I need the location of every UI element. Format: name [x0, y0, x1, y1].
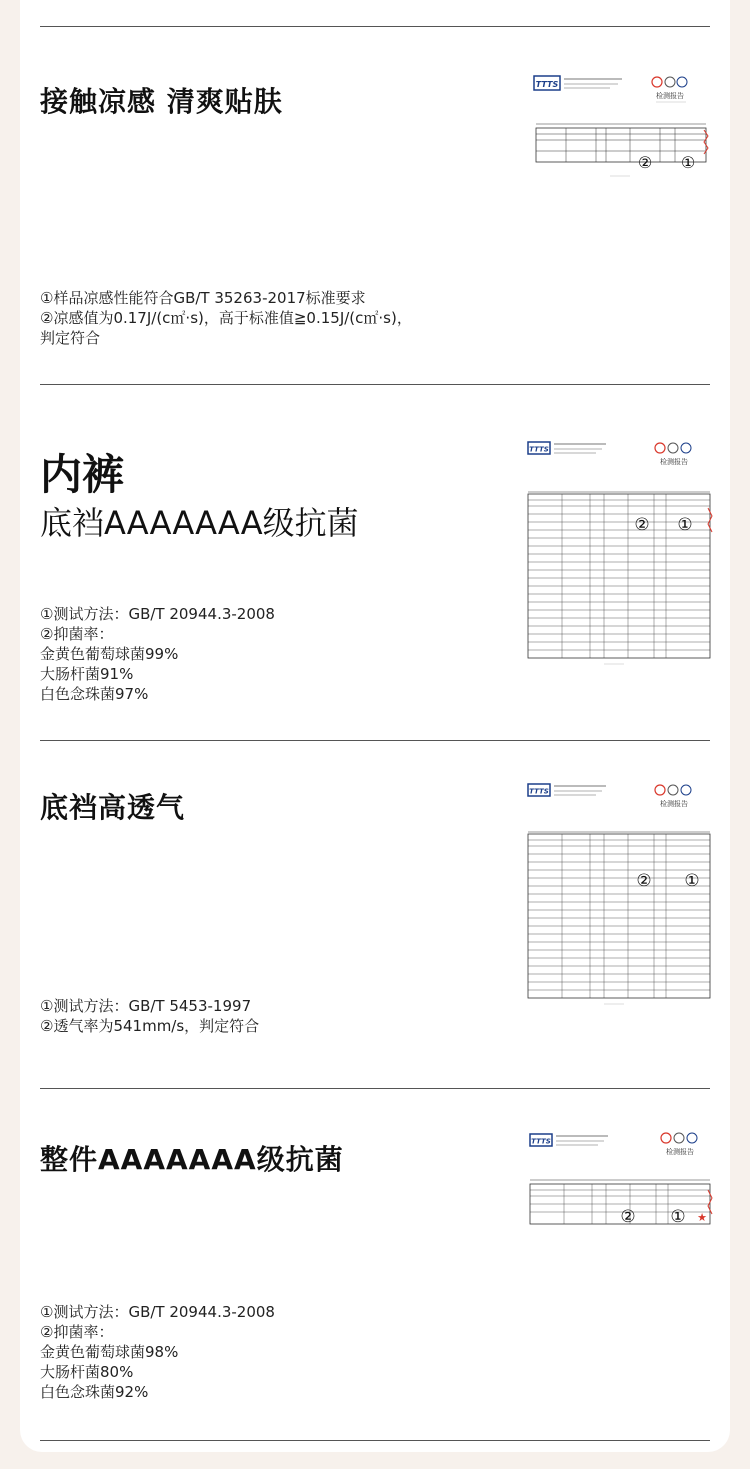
section-notes: ①测试方法：GB/T 20944.3-2008 ②抑菌率： 金黄色葡萄球菌99% 大肠杆菌91% 白色念珠菌97%: [40, 605, 275, 703]
section-title: 接触凉感 清爽贴肤: [40, 85, 283, 118]
lab-logo: TTTS: [535, 80, 559, 89]
section-divider: [40, 26, 710, 27]
section-notes: ①测试方法：GB/T 5453-1997 ②透气率为541mm/s，判定符合: [40, 997, 260, 1035]
test-report-thumbnail: [526, 1128, 716, 1238]
svg-text:②: ②: [636, 871, 652, 891]
section-divider: [40, 740, 710, 741]
section-divider: [40, 1088, 710, 1089]
svg-text:②: ②: [634, 515, 650, 535]
svg-text:①: ①: [670, 1207, 686, 1227]
section-divider: [40, 384, 710, 385]
svg-text:TTTS: TTTS: [531, 1137, 551, 1146]
section-title: 内裤: [40, 450, 125, 499]
section-subtitle: 底裆AAAAAAA级抗菌: [40, 504, 359, 542]
svg-text:检测报告: 检测报告: [660, 458, 688, 466]
svg-text:检测报告: 检测报告: [660, 800, 688, 808]
section-notes: ①测试方法：GB/T 20944.3-2008 ②抑菌率： 金黄色葡萄球菌98% 大肠杆菌80% 白色念珠菌92%: [40, 1303, 275, 1401]
svg-text:检测报告: 检测报告: [666, 1148, 694, 1156]
svg-text:①: ①: [677, 515, 693, 535]
svg-text:TTTS: TTTS: [529, 787, 549, 796]
stamp-star-icon: ★: [697, 1211, 707, 1224]
marker-2: ②: [637, 153, 653, 172]
section-divider: [40, 1440, 710, 1441]
test-report-thumbnail: [524, 778, 714, 1010]
report-title: 检测报告: [656, 92, 684, 100]
svg-text:②: ②: [620, 1207, 636, 1227]
section-notes: ①样品凉感性能符合GB/T 35263-2017标准要求 ②凉感值为0.17J/(c㎡·s)，高于标准值≧0.15J/(c㎡·s)， 判定符合: [40, 289, 412, 347]
test-report-thumbnail: [524, 436, 714, 668]
svg-text:①: ①: [684, 871, 700, 891]
section-title: 整件AAAAAAA级抗菌: [40, 1143, 344, 1176]
marker-1: ①: [680, 153, 696, 172]
svg-text:TTTS: TTTS: [529, 445, 549, 454]
section-title: 底裆高透气: [40, 791, 186, 824]
test-report-thumbnail: [530, 70, 710, 180]
